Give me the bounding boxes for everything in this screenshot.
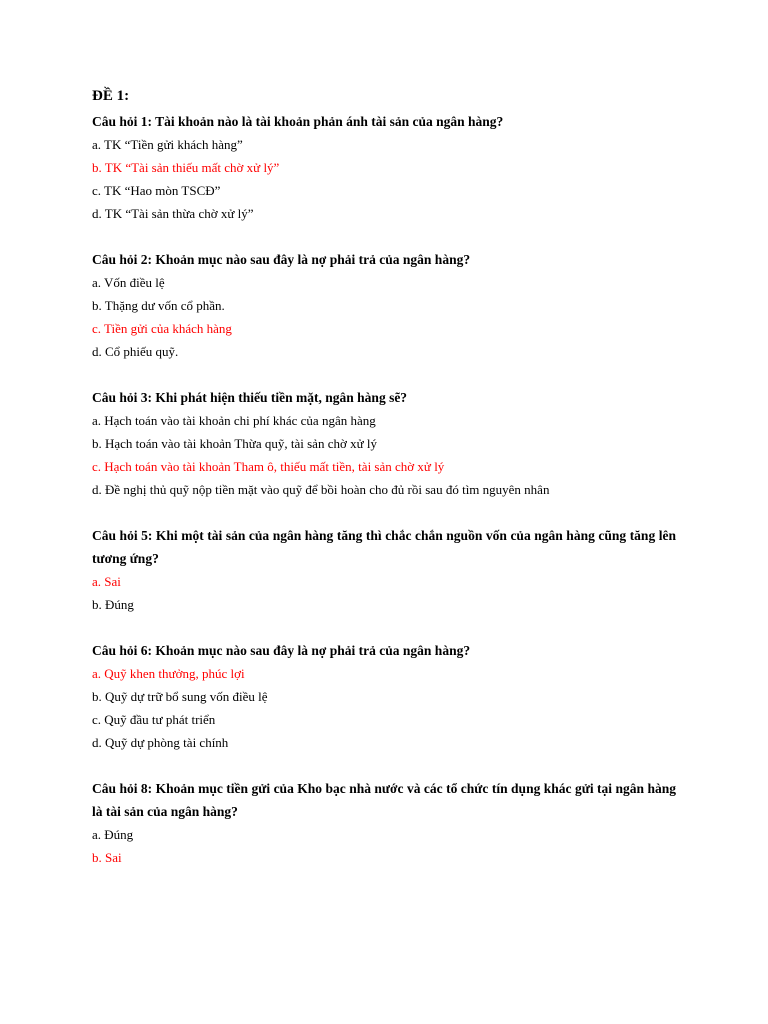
answer-option: b. Hạch toán vào tài khoản Thừa quỹ, tài sản chờ xử lý: [92, 436, 377, 451]
question-1: [92, 110, 676, 225]
question-8: [92, 777, 676, 869]
answer-option: d. Cổ phiếu quỹ.: [92, 344, 179, 359]
question-text: Câu hỏi 8: Khoản mục tiền gửi của Kho bạc nhà nước và các tổ chức tín dụng khác gửi tại ngân hàng là tài sản của ngân hàng?: [92, 781, 676, 819]
answer-option: c. TK “Hao mòn TSCĐ”: [92, 183, 221, 198]
question-text: Câu hỏi 5: Khi một tài sản của ngân hàng tăng thì chắc chắn nguồn vốn của ngân hàng cũng tăng lên tương ứng?: [92, 528, 676, 566]
question-5: [92, 524, 676, 616]
answer-option-correct: b. TK “Tài sản thiếu mất chờ xử lý”: [92, 160, 280, 175]
answer-option-correct: a. Sai: [92, 574, 121, 589]
question-6: [92, 639, 676, 754]
answer-option: d. Quỹ dự phòng tài chính: [92, 735, 229, 750]
answer-option: b. Thặng dư vốn cổ phần.: [92, 298, 225, 313]
document-title: ĐỀ 1:: [92, 88, 130, 104]
question-3: [92, 386, 676, 501]
question-text: Câu hỏi 2: Khoản mục nào sau đây là nợ phải trả của ngân hàng?: [92, 252, 471, 267]
question-text: Câu hỏi 6: Khoản mục nào sau đây là nợ phải trả của ngân hàng?: [92, 643, 471, 658]
answer-option: a. Hạch toán vào tài khoản chi phí khác của ngân hàng: [92, 413, 376, 428]
answer-option: c. Quỹ đầu tư phát triển: [92, 712, 216, 727]
answer-option: a. TK “Tiền gửi khách hàng”: [92, 137, 243, 152]
answer-option: b. Đúng: [92, 597, 134, 612]
document-page: [92, 86, 676, 892]
answer-option-correct: b. Sai: [92, 850, 122, 865]
question-text: Câu hỏi 3: Khi phát hiện thiếu tiền mặt, ngân hàng sẽ?: [92, 390, 408, 405]
answer-option: d. TK “Tài sản thừa chờ xử lý”: [92, 206, 254, 221]
question-text: Câu hỏi 1: Tài khoản nào là tài khoản phản ánh tài sản của ngân hàng?: [92, 114, 504, 129]
answer-option: a. Vốn điều lệ: [92, 275, 165, 290]
answer-option: d. Đề nghị thủ quỹ nộp tiền mặt vào quỹ để bồi hoàn cho đủ rồi sau đó tìm nguyên nhân: [92, 482, 550, 497]
answer-option-correct: a. Quỹ khen thưởng, phúc lợi: [92, 666, 245, 681]
answer-option-correct: c. Tiền gửi của khách hàng: [92, 321, 232, 336]
question-2: [92, 248, 676, 363]
answer-option: b. Quỹ dự trữ bổ sung vốn điều lệ: [92, 689, 268, 704]
answer-option-correct: c. Hạch toán vào tài khoản Tham ô, thiếu mất tiền, tài sản chờ xử lý: [92, 459, 445, 474]
answer-option: a. Đúng: [92, 827, 134, 842]
